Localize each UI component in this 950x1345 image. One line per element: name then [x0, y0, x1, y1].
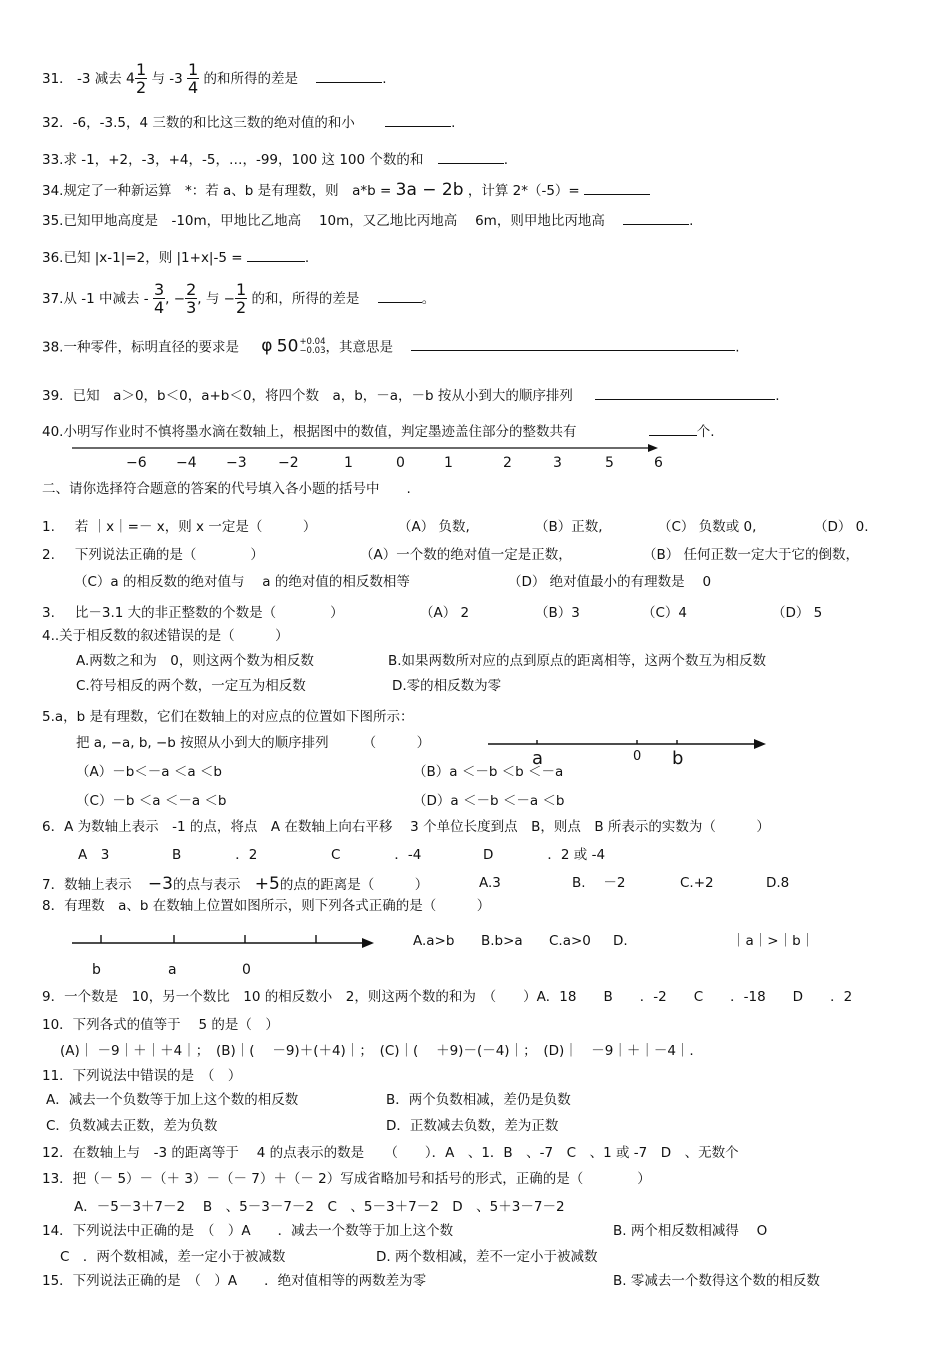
q37-fraction-2: $\frac{2}{3}$ — [186, 280, 197, 317]
axis5-label-a: a — [532, 748, 544, 769]
choice-7-option-b: B. －2 — [572, 875, 626, 891]
choice-6-option-c: C ．-4 — [331, 847, 422, 863]
q31-mixed-number-1: 4 $\frac{1}{2}$ — [126, 60, 147, 97]
choice-11-option-c: C．负数减去正数，差为负数 — [46, 1118, 218, 1134]
question-35: 35.已知甲地高度是 -10m，甲地比乙地高 10m，又乙地比丙地高 6m，则甲地比丙地高 . — [42, 213, 694, 229]
choice-14-option-c: C ．两个数相减，差一定小于被减数 — [60, 1249, 286, 1265]
q32-answer-blank[interactable] — [385, 116, 451, 127]
choice-13-options: A．－5－3＋7－2 B 、5－3－7－2 C 、5－3＋7－2 D 、5＋3－7－2 — [74, 1199, 565, 1215]
axis-arrow — [362, 938, 374, 948]
number-line-q5 — [486, 737, 768, 751]
choice-1-stem: 1. 若 ｜x｜=－ x，则 x 一定是（ ） — [42, 519, 317, 535]
choice-11-option-d: D．正数减去负数，差为正数 — [386, 1118, 559, 1134]
choice-3-option-d: （D） 5 — [772, 605, 823, 621]
choice-8-stem: 8．有理数 a、b 在数轴上位置如图所示，则下列各式正确的是（ ） — [42, 898, 491, 914]
q31-text-mid: 与 -3 — [151, 71, 183, 87]
choice-4-option-b: B.如果两数所对应的点到原点的距离相等，这两个数互为相反数 — [388, 653, 767, 669]
axis8-label-zero: 0 — [242, 962, 251, 978]
choice-13-stem: 13．把（－ 5）－（＋ 3）－（－ 7）＋（－ 2）写成省略加号和括号的形式，正确的是（ ） — [42, 1171, 651, 1187]
axis40-label: 0 — [396, 455, 405, 471]
choice-4-stem: 4..关于相反数的叙述错误的是（ ） — [42, 628, 289, 644]
choice-8-option-b: B.b>a — [481, 933, 523, 949]
choice-6-option-a: A 3 — [78, 847, 110, 863]
q38-tolerance: +0.04 −0.03 — [299, 337, 326, 357]
q33-text: 33.求 -1，+2，-3，+4，-5，…，-99，100 这 100 个数的和 — [42, 152, 424, 168]
axis40-label: −6 — [126, 455, 147, 471]
q37-answer-blank[interactable] — [378, 292, 422, 303]
q37-text-a: 37.从 -1 中减去 - — [42, 291, 149, 307]
axis40-label: −2 — [278, 455, 299, 471]
choice-3-option-a: （A） 2 — [420, 605, 470, 621]
choice-4-option-a: A.两数之和为 0，则这两个数为相反数 — [76, 653, 314, 669]
choice-3-option-b: （B）3 — [535, 605, 580, 621]
q32-text: 32．-6，-3.5，4 三数的和比这三数的绝对值的和小 — [42, 115, 355, 131]
choice-14-option-d: D. 两个数相减，差不一定小于被减数 — [376, 1249, 598, 1265]
choice-15-option-b: B. 零减去一个数得这个数的相反数 — [613, 1273, 820, 1289]
choice-5-option-b: （B）a ＜－b ＜b ＜－a — [413, 764, 564, 780]
choice-8-option-d-expression: ｜a｜>｜b｜ — [732, 933, 815, 949]
q40-answer-blank[interactable] — [649, 425, 697, 436]
axis40-label: −3 — [226, 455, 247, 471]
choice-6-option-b: B ．2 — [172, 847, 258, 863]
q39-text: 39．已知 a＞0，b＜0，a+b＜0，将四个数 a，b，－a，－b 按从小到大的顺序排列 — [42, 388, 573, 404]
q31-fraction-2: $\frac{1}{4}$ — [188, 60, 199, 97]
q31-number: 31． — [42, 71, 73, 87]
q31-text-b: 的和所得的差是 — [203, 71, 298, 87]
q38-text-b: ，其意思是 — [325, 339, 393, 356]
choice-1-option-b: （B）正数, — [535, 519, 603, 535]
axis-arrow — [754, 739, 766, 749]
question-38: 38.一种零件，标明直径的要求是 φ 50 +0.04 −0.03 ，其意思是 . — [42, 336, 740, 357]
axis-arrow — [648, 444, 658, 452]
choice-2-option-b: （B） 任何正数一定大于它的倒数， — [643, 547, 860, 563]
axis40-label: 2 — [503, 455, 512, 471]
choice-11-option-b: B．两个负数相减，差仍是负数 — [386, 1092, 571, 1108]
choice-6-stem: 6．A 为数轴上表示 -1 的点，将点 A 在数轴上向右平移 3 个单位长度到点 B，则点 B 所表示的实数为（ ） — [42, 819, 770, 835]
axis5-label-zero: 0 — [633, 749, 642, 764]
choice-12: 12．在数轴上与 -3 的距离等于 4 的点表示的数是 （ ）．A 、1．B 、-7 C 、1 或 -7 D 、无数个 — [42, 1145, 739, 1161]
choice-8-option-d: D. — [613, 933, 628, 949]
q35-answer-blank[interactable] — [623, 214, 689, 225]
question-36: 36.已知 |x-1|=2，则 |1+x|-5 = . — [42, 250, 310, 266]
choice-2-stem: 2. 下列说法正确的是（ ） — [42, 547, 264, 563]
choice-5-sub: 把 a, −a, b, −b 按照从小到大的顺序排列 （ ） — [76, 735, 431, 751]
choice-15-stem: 15．下列说法正确的是 （ ）A ．绝对值相等的两数差为零 — [42, 1273, 427, 1289]
q33-answer-blank[interactable] — [438, 153, 504, 164]
q31-answer-blank[interactable] — [316, 72, 382, 83]
q31-text-a: -3 减去 — [76, 71, 122, 87]
choice-11-stem: 11．下列说法中错误的是 （ ） — [42, 1068, 242, 1084]
number-line-q8 — [70, 932, 376, 950]
axis40-label: 3 — [553, 455, 562, 471]
axis8-label-b: b — [92, 962, 101, 978]
q34-expression: 3a − 2b — [395, 180, 464, 200]
q36-answer-blank[interactable] — [247, 251, 305, 262]
axis8-label-a: a — [168, 962, 177, 978]
q39-answer-blank[interactable] — [595, 389, 775, 400]
axis40-label: 5 — [605, 455, 614, 471]
q31-fraction-1: $\frac{1}{2}$ — [135, 60, 147, 97]
choice-3-stem: 3. 比－3.1 大的非正整数的个数是（ ） — [42, 605, 344, 621]
question-31: 31． -3 减去 4 $\frac{1}{2}$ 与 -3 $\frac{1}{4}$ 的和所得的差是 . — [42, 60, 387, 97]
axis40-label: 1 — [444, 455, 453, 471]
choice-1-option-c: （C） 负数或 0, — [658, 519, 757, 535]
section-2-heading: 二、请你选择符合题意的答案的代号填入各小题的括号中 . — [42, 481, 411, 497]
q34-text-b: ，计算 2*（-5）= — [467, 183, 580, 199]
q37-fraction-3: $\frac{1}{2}$ — [235, 280, 247, 317]
choice-7-stem: 7．数轴上表示 −3的点与表示 +5的点的距离是（ ） — [42, 874, 429, 894]
choice-4-option-d: D.零的相反数为零 — [392, 678, 502, 694]
q38-answer-blank[interactable] — [411, 340, 735, 351]
q37-text-b: 的和，所得的差是 — [251, 291, 360, 307]
choice-14-stem: 14．下列说法中正确的是 （ ）A ．减去一个数等于加上这个数 — [42, 1223, 454, 1239]
q36-text: 36.已知 |x-1|=2，则 |1+x|-5 = — [42, 250, 243, 266]
choice-8-option-a: A.a>b — [413, 933, 455, 949]
choice-5-option-c: （C）－b ＜a ＜－a ＜b — [76, 793, 227, 809]
q34-text-a: 34.规定了一种新运算 *：若 a、b 是有理数，则 a*b = — [42, 183, 392, 199]
question-40: 40.小明写作业时不慎将墨水滴在数轴上，根据图中的数值，判定墨迹盖住部分的整数共有 个. — [42, 424, 715, 440]
choice-1-option-d: （D） 0. — [814, 519, 869, 535]
choice-7-option-c: C.+2 — [680, 875, 714, 891]
choice-3-option-c: （C）4 — [642, 605, 688, 621]
question-32: 32．-6，-3.5，4 三数的和比这三数的绝对值的和小 . — [42, 115, 456, 131]
choice-4-option-c: C.符号相反的两个数，一定互为相反数 — [76, 678, 306, 694]
choice-2-option-a: （A）一个数的绝对值一定是正数， — [360, 547, 572, 563]
question-34 — [42, 182, 650, 199]
choice-5-option-d: （D）a ＜－b ＜－a ＜b — [413, 793, 565, 809]
choice-9: 9．一个数是 10，另一个数比 10 的相反数小 2，则这两个数的和为 （ ）A．18 B ．-2 C ．-18 D ．2 — [42, 989, 853, 1005]
choice-2-option-c: （C）a 的相反数的绝对值与 a 的绝对值的相反数相等 — [74, 574, 410, 590]
choice-11-option-a: A．减去一个负数等于加上这个数的相反数 — [46, 1092, 299, 1108]
q37-fraction-1: $\frac{3}{4}$ — [153, 280, 165, 317]
choice-1-option-a: （A） 负数, — [398, 519, 470, 535]
axis5-label-b: b — [672, 748, 684, 769]
choice-6-option-d: D ．2 或 -4 — [483, 847, 606, 863]
number-line-q40 — [70, 441, 662, 455]
q38-text-a: 38.一种零件，标明直径的要求是 — [42, 339, 239, 356]
phi-symbol: φ — [261, 336, 273, 357]
minus-three-value: −3 — [147, 874, 173, 894]
choice-7-option-a: A.3 — [479, 875, 501, 891]
axis40-label: 1 — [344, 455, 353, 471]
plus-five-value: +5 — [254, 874, 280, 894]
q34-answer-blank[interactable] — [584, 184, 650, 195]
choice-8-option-c: C.a>0 — [549, 933, 591, 949]
q38-base: 50 — [276, 336, 299, 357]
choice-10-options: (A)｜ －9｜＋｜＋4｜； (B)｜( －9)＋(＋4)｜； (C)｜( ＋9)－(－4)｜； (D)｜ －9｜＋｜－4｜. — [60, 1043, 694, 1059]
axis40-label: 6 — [654, 455, 663, 471]
choice-14-option-b: B. 两个相反数相减得 O — [613, 1223, 768, 1239]
q40-text: 40.小明写作业时不慎将墨水滴在数轴上，根据图中的数值，判定墨迹盖住部分的整数共有 — [42, 424, 577, 440]
choice-5-option-a: （A）－b＜－a ＜a ＜b — [76, 764, 223, 780]
choice-5-stem: 5.a，b 是有理数，它们在数轴上的对应点的位置如下图所示： — [42, 709, 414, 725]
question-33: 33.求 -1，+2，-3，+4，-5，…，-99，100 这 100 个数的和 . — [42, 152, 508, 168]
choice-7-option-d: D.8 — [766, 875, 790, 891]
choice-2-option-d: （D） 绝对值最小的有理数是 0 — [508, 574, 712, 590]
q35-text: 35.已知甲地高度是 -10m，甲地比乙地高 10m，又乙地比丙地高 6m，则甲地比丙地高 — [42, 213, 605, 229]
question-37: 37.从 -1 中减去 - $\frac{3}{4}$ , − $\frac{2}{3}$ , 与 − $\frac{1}{2}$ 的和，所得的差是 。 — [42, 280, 436, 317]
axis40-label: −4 — [176, 455, 197, 471]
choice-10-stem: 10．下列各式的值等于 5 的是（ ） — [42, 1017, 279, 1033]
question-39: 39．已知 a＞0，b＜0，a+b＜0，将四个数 a，b，－a，－b 按从小到大的顺序排列 . — [42, 388, 780, 404]
